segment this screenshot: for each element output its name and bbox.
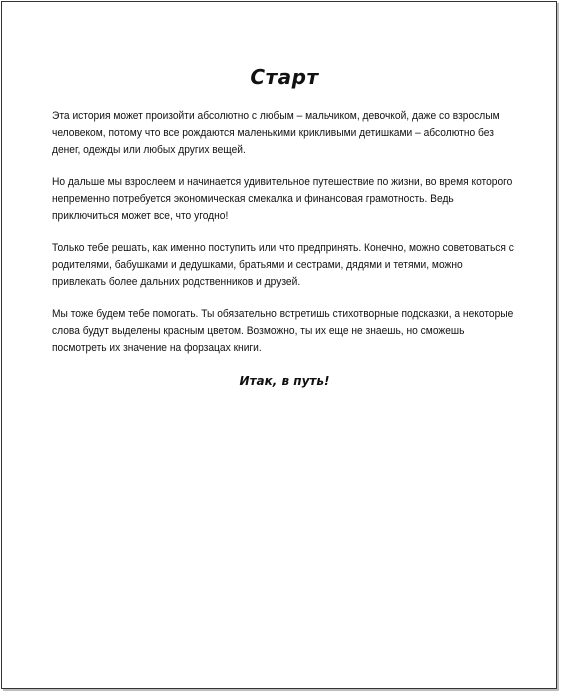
paragraph-2: Но дальше мы взрослеем и начинается удивительное путешествие по жизни, во время которого непременно потребуется экономическая смекалка и финансовая грамотность. Ведь приключиться может все, что угодно! — [52, 176, 513, 222]
paragraph-3: Только тебе решать, как именно поступить или что предпринять. Конечно, можно советоваться с родителями, бабушками и дедушками, братьями и сестрами, дядями и тетями, можно привлекать более дальних родственников и друзей. — [52, 242, 514, 288]
paragraph-4: Мы тоже будем тебе помогать. Ты обязательно встретишь стихотворные подсказки, а некоторые слова будут выделены красным цветом. Возможно, ты их еще не знаешь, но сможешь посмотреть их значение на форзацах книги. — [52, 308, 514, 354]
closing-line: Итак, в путь! — [239, 374, 330, 388]
page-content — [52, 64, 517, 390]
document-page — [1, 1, 557, 689]
paragraph-1: Эта история может произойти абсолютно с любым – мальчиком, девочкой, даже со взрослым человеком, потому что все рождаются маленькими крикливыми детишками – абсолютно без денег, одежды или любых других вещей. — [52, 110, 500, 156]
page-title: Старт — [250, 65, 319, 89]
